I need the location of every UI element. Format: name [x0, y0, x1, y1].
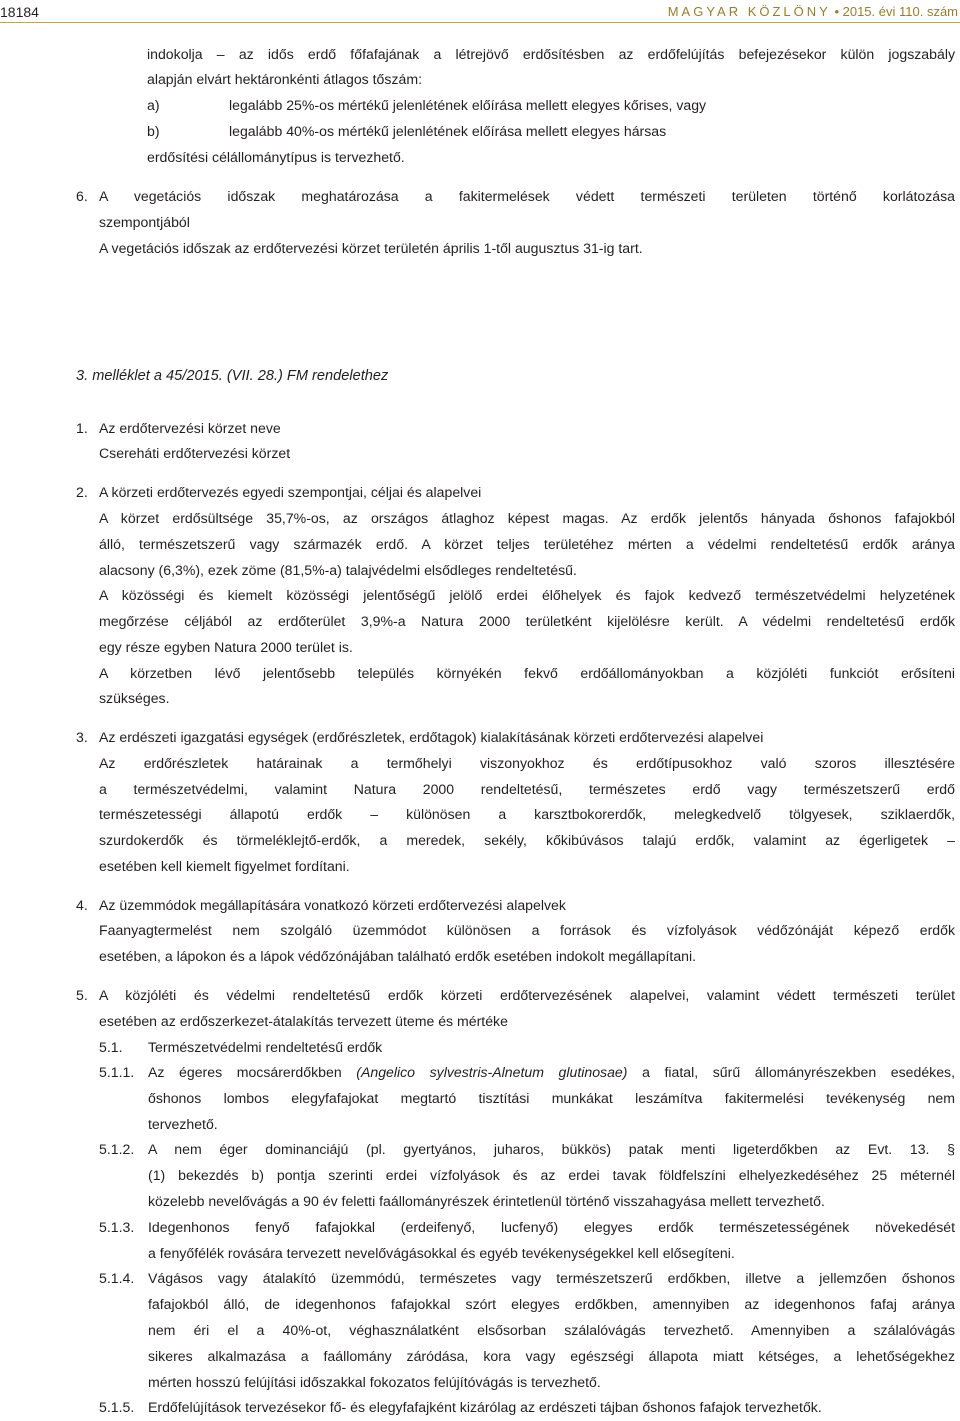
s4-title: Az üzemmódok megállapítására vonatkozó körzeti erdőtervezési alapelvek: [99, 897, 566, 913]
s2-p2-line-2: megőrzése céljából az erdőterület 3,9%-a Natura 2000 területként kijelölésre került. A védelmi rendeltetésű erdők: [99, 613, 955, 629]
s3-number: 3.: [76, 729, 88, 745]
s2-p1-line-3: alacsony (6,3%), ezek zöme (81,5%-a) talajvédelmi elsődleges rendeltetésű.: [99, 562, 577, 578]
s51-number: 5.1.: [99, 1039, 123, 1055]
sec6-title-line-1: A vegetációs időszak meghatározása a fakitermelések védett természeti területen történő korlátozása: [99, 188, 955, 204]
s511-line-2: őshonos lombos elegyfafajokat megtartó tisztítási munkákat leszámítva fakitermelési tevékenység nem: [148, 1090, 955, 1106]
s2-p1-line-2: álló, természetszerű vagy származék erdő. A körzet teljes területéhez mérten a védelmi rendeltetésű erdők aránya: [99, 536, 955, 552]
s5-number: 5.: [76, 987, 88, 1003]
s3-line-2: a természetvédelmi, valamint Natura 2000 rendeltetésű, természetes erdő vagy természetszerű erdő: [99, 781, 955, 797]
s511-number: 5.1.1.: [99, 1064, 135, 1080]
journal-title: [668, 4, 958, 19]
s512-line-2: (1) bekezdés b) pontja szerinti erdei vízfolyások és az erdei tavak földfelszíni elhelyezkedéséhez 25 méternél: [148, 1167, 955, 1183]
s514-line-1: Vágásos vagy átalakító üzemmódú, természetes vagy természetszerű erdőkben, illetve a jellemzően őshonos: [148, 1270, 955, 1286]
s4-number: 4.: [76, 897, 88, 913]
intro-b-label: b): [147, 123, 160, 139]
s1-number: 1.: [76, 420, 88, 436]
page-header: [0, 0, 960, 22]
s2-p2-line-3: egy része egyben Natura 2000 terület is.: [99, 639, 353, 655]
sec6-number: 6.: [76, 188, 88, 204]
s3-line-3: természetességi állapotú erdők – különösen a karsztbokorerdők, melegkedvelő tölgyesek, sziklaerdők,: [99, 806, 955, 822]
s1-title: Az erdőtervezési körzet neve: [99, 420, 281, 436]
s514-line-2: fafajokból álló, de idegenhonos fafajokkal szórt elegyes erdőkben, amennyiben az idegenhonos fafaj aránya: [148, 1296, 955, 1312]
s513-number: 5.1.3.: [99, 1219, 135, 1235]
intro-line-1: indokolja – az idős erdő főfafajának a létrejövő erdősítésben az erdőfelújítás befejezésekor külön jogszabály: [147, 46, 955, 62]
s512-number: 5.1.2.: [99, 1141, 135, 1157]
s512-line-1: A nem éger dominanciájú (pl. gyertyános, juharos, bükkös) patak menti ligeterdőkben az Evt. 13. §: [148, 1141, 955, 1157]
s2-p3-line-2: szükséges.: [99, 690, 170, 706]
s2-number: 2.: [76, 484, 88, 500]
intro-b-text: legalább 40%-os mértékű jelenlétének előírása mellett elegyes hársas: [229, 123, 667, 139]
s511-line-3: tervezhető.: [148, 1116, 218, 1132]
s515-number: 5.1.5.: [99, 1399, 135, 1415]
s511-line-1-a: Az égeres mocsárerdőkben: [148, 1064, 357, 1080]
s3-title: Az erdészeti igazgatási egységek (erdőrészletek, erdőtagok) kialakításának körzeti erdőtervezési alapelvei: [99, 729, 764, 745]
s2-p1-line-1: A körzet erdősültsége 35,7%-os, az országos átlaghoz képest magas. Az erdők jelentős hányada őshonos fafajokból: [99, 510, 955, 526]
s2-title: A körzeti erdőtervezés egyedi szempontjai, céljai és alapelvei: [99, 484, 482, 500]
journal-name: MAGYAR KÖZLÖNY: [667, 4, 831, 19]
s514-number: 5.1.4.: [99, 1270, 135, 1286]
s514-line-4: sikeres alkalmazása a faállomány záródása, kora vagy egészségi állapota miatt kétséges, a lehetőségekhez: [148, 1348, 955, 1364]
s3-line-4: szurdokerdők és törmeléklejtő-erdők, a meredek, sekély, kőkibúvásos talajú erdők, valamint az égerligetek –: [99, 832, 955, 848]
s2-p2-line-1: A közösségi és kiemelt közösségi jelentőségű jelölő erdei élőhelyek és fajok kedvező természetvédelmi helyzetének: [99, 587, 955, 603]
intro-a-text: legalább 25%-os mértékű jelenlétének előírása mellett elegyes kőrises, vagy: [229, 97, 707, 113]
s514-line-3: nem éri el a 40%-ot, véghasználatként elsősorban szálalóvágás tervezhető. Amennyiben a szálalóvágás: [148, 1322, 955, 1338]
intro-tail: erdősítési célállománytípus is tervezhető.: [147, 149, 405, 165]
s5-title-line-1: A közjóléti és védelmi rendeltetésű erdők körzeti erdőtervezésének alapelvei, valamint védett természeti terület: [99, 987, 955, 1003]
s3-line-5: esetében kell kiemelt figyelmet fordítani.: [99, 858, 350, 874]
s51-title: Természetvédelmi rendeltetésű erdők: [148, 1039, 383, 1055]
intro-line-2: alapján elvárt hektáronkénti átlagos tőszám:: [147, 71, 422, 87]
intro-a-label: a): [147, 97, 160, 113]
s4-line-1: Faanyagtermelést nem szolgáló üzemmódot különösen a források és vízfolyások védőzónáját képező erdők: [99, 922, 955, 938]
issue-info: • 2015. évi 110. szám: [834, 4, 958, 19]
sec6-title-line-2: szempontjából: [99, 214, 190, 230]
s2-p3-line-1: A körzetben lévő jelentősebb település környékén fekvő erdőállományokban a közjóléti funkciót erősíteni: [99, 665, 955, 681]
s5-title-line-2: esetében az erdőszerkezet-átalakítás tervezett üteme és mértéke: [99, 1013, 508, 1029]
s4-line-2: esetében, a lápokon és a lápok védőzónájában található erdők esetében indokolt megállapítani.: [99, 948, 697, 964]
s513-line-2: a fenyőfélék rovására tervezett nevelővágásokkal és egyéb tevékenységekkel kell elősegíteni.: [148, 1245, 735, 1261]
s514-line-5: mérten hosszú felújítási időszakkal fokozatos felújítóvágás is tervezhető.: [148, 1374, 601, 1390]
sec6-body: A vegetációs időszak az erdőtervezési körzet területén április 1-től augusztus 31-ig tart.: [99, 240, 643, 256]
s511-latin-name: (Angelico sylvestris-Alnetum glutinosae): [356, 1064, 628, 1080]
s513-line-1: Idegenhonos fenyő fafajokkal (erdeifenyő, lucfenyő) elegyes erdők természetességének növekedését: [148, 1219, 955, 1235]
annex-title: 3. melléklet a 45/2015. (VII. 28.) FM rendelethez: [76, 368, 389, 384]
header-rule: [0, 22, 960, 23]
s1-body: Csereháti erdőtervezési körzet: [99, 445, 291, 461]
s511-line-1-c: a fiatal, sűrű állományrészekben esedékes,: [627, 1064, 955, 1080]
s512-line-3: közelebb nevelővágás a 90 év feletti faállományrészek érintetlenül történő visszahagyása mellett tervezhető.: [148, 1193, 825, 1209]
s3-line-1: Az erdőrészletek határainak a termőhelyi viszonyokhoz és erdőtípusokhoz való szoros illesztésére: [99, 755, 955, 771]
s515-line-1: Erdőfelújítások tervezésekor fő- és elegyfafajként kizárólag az erdészeti tájban őshonos fafajok tervezhetők.: [148, 1399, 822, 1415]
s511-line-1: [148, 1064, 955, 1080]
page-number: 18184: [0, 4, 39, 20]
